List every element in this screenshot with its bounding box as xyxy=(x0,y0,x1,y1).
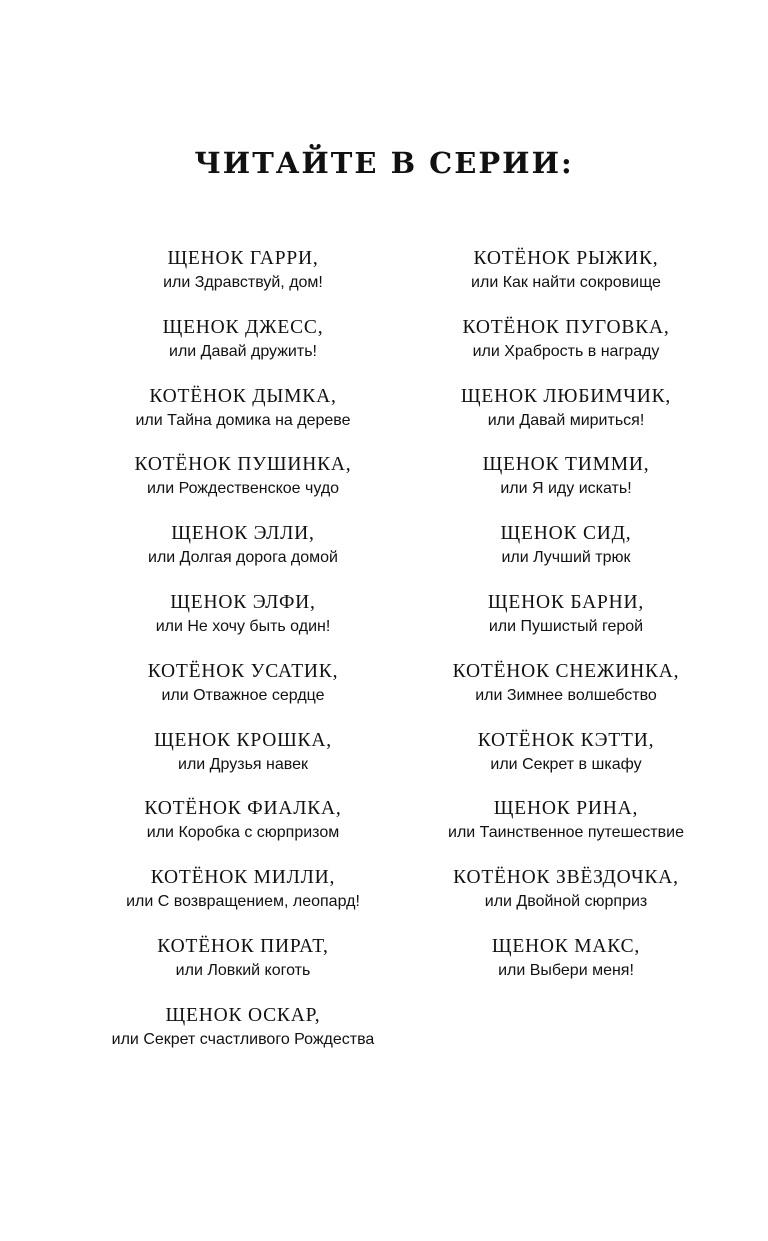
book-subtitle: или Долгая дорога домой xyxy=(148,549,338,567)
book-title: КОТЁНОК ПУГОВКА, xyxy=(462,316,670,338)
book-subtitle: или Здравствуй, дом! xyxy=(163,274,323,291)
book-subtitle: или Двойной сюрприз xyxy=(484,893,648,911)
book-entry xyxy=(63,935,423,1004)
book-title: ЩЕНОК ЭЛЛИ, xyxy=(171,523,315,545)
book-subtitle: или Как найти сокровище xyxy=(471,274,661,291)
book-subtitle: или Ловкий коготь xyxy=(175,961,311,979)
book-subtitle: или Отважное сердце xyxy=(161,686,325,704)
book-title: КОТЁНОК МИЛЛИ, xyxy=(150,867,336,889)
book-title: КОТЁНОК УСАТИК, xyxy=(147,660,339,682)
book-title: КОТЁНОК КЭТТИ, xyxy=(477,729,655,751)
book-title: ЩЕНОК КРОШКА, xyxy=(154,729,332,751)
book-entry xyxy=(386,522,746,591)
book-entry xyxy=(63,316,423,385)
book-title: ЩЕНОК СИД, xyxy=(500,523,632,545)
book-title: ЩЕНОК ЭЛФИ, xyxy=(170,591,316,613)
book-entry xyxy=(63,660,423,729)
book-title: ЩЕНОК ГАРРИ, xyxy=(167,248,319,269)
book-subtitle: или Давай мириться! xyxy=(487,411,645,429)
book-subtitle: или Друзья навек xyxy=(178,755,308,773)
book-entry xyxy=(63,797,423,866)
book-title: КОТЁНОК ФИАЛКА, xyxy=(144,798,342,820)
book-subtitle: или Лучший трюк xyxy=(501,549,631,567)
book-title: ЩЕНОК ДЖЕСС, xyxy=(162,316,324,338)
book-subtitle: или Тайна домика на дереве xyxy=(135,411,351,429)
book-subtitle: или Не хочу быть один! xyxy=(155,617,331,635)
book-title: ЩЕНОК ТИММИ, xyxy=(482,454,650,476)
book-title: КОТЁНОК СНЕЖИНКА, xyxy=(452,660,680,682)
book-entry xyxy=(63,1004,423,1073)
book-subtitle: или Коробка с сюрпризом xyxy=(146,824,340,842)
book-entry xyxy=(386,866,746,935)
book-subtitle: или Таинственное путешествие xyxy=(448,824,684,842)
book-title: ЩЕНОК БАРНИ, xyxy=(487,591,645,613)
book-entry xyxy=(386,797,746,866)
book-subtitle: или Выбери меня! xyxy=(498,961,634,979)
book-title: ЩЕНОК ЛЮБИМЧИК, xyxy=(460,385,672,407)
book-subtitle: или Зимнее волшебство xyxy=(475,686,657,704)
book-entry xyxy=(63,385,423,454)
book-entry xyxy=(63,866,423,935)
book-subtitle: или Я иду искать! xyxy=(500,480,632,498)
book-entry xyxy=(386,453,746,522)
book-entry xyxy=(63,591,423,660)
right-column xyxy=(386,247,746,1004)
book-title: КОТЁНОК ЗВЁЗДОЧКА, xyxy=(453,867,679,889)
book-subtitle: или С возвращением, леопард! xyxy=(126,893,360,911)
book-title: КОТЁНОК ПИРАТ, xyxy=(157,935,329,957)
book-title: КОТЁНОК ДЫМКА, xyxy=(149,385,337,407)
book-title: КОТЁНОК ПУШИНКА, xyxy=(134,454,352,476)
book-title: ЩЕНОК ОСКАР, xyxy=(165,1004,321,1026)
book-subtitle: или Секрет счастливого Рождества xyxy=(111,1030,375,1048)
page-heading: ЧИТАЙТЕ В СЕРИИ: xyxy=(194,146,574,180)
book-title: ЩЕНОК МАКС, xyxy=(491,935,641,957)
book-subtitle: или Храбрость в награду xyxy=(472,342,660,360)
book-subtitle: или Давай дружить! xyxy=(169,342,317,360)
book-subtitle: или Рождественское чудо xyxy=(146,480,340,498)
book-entry xyxy=(386,591,746,660)
book-title: КОТЁНОК РЫЖИК, xyxy=(473,248,659,269)
book-title: ЩЕНОК РИНА, xyxy=(493,798,639,820)
book-entry xyxy=(63,522,423,591)
book-entry xyxy=(386,247,746,316)
book-entry xyxy=(386,385,746,454)
book-entry xyxy=(63,453,423,522)
book-subtitle: или Секрет в шкафу xyxy=(490,755,642,773)
book-entry xyxy=(63,247,423,316)
book-subtitle: или Пушистый герой xyxy=(488,617,644,635)
book-entry xyxy=(63,729,423,798)
book-entry xyxy=(386,935,746,1004)
book-entry xyxy=(386,316,746,385)
left-column xyxy=(63,247,423,1073)
book-entry xyxy=(386,729,746,798)
book-entry xyxy=(386,660,746,729)
